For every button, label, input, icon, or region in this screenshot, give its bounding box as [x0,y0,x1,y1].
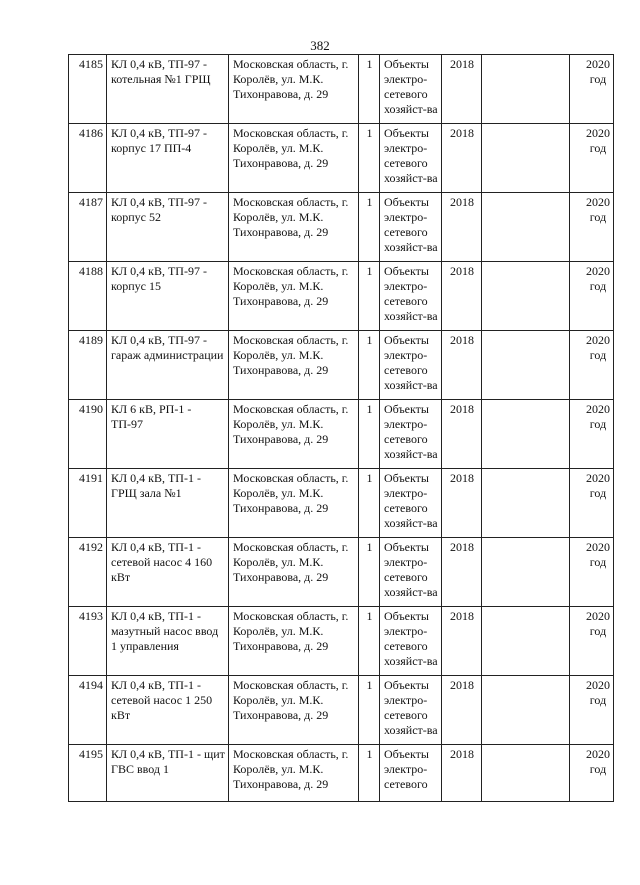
year-end-value: 2020 [586,471,610,485]
object-quantity: 1 [359,124,380,193]
object-name: КЛ 0,4 кВ, ТП-97 - корпус 17 ПП-4 [107,124,229,193]
object-type: Объекты электро-сетевого хозяйст-ва [380,124,442,193]
year-end [570,469,614,538]
year-start: 2018 [442,676,482,745]
object-address: Московская область, г. Королёв, ул. М.К. Тихонравова, д. 29 [229,262,359,331]
table-row [69,193,614,262]
empty-cell [482,538,570,607]
year-end-word: год [589,555,607,569]
object-name: КЛ 0,4 кВ, ТП-97 - гараж администрации [107,331,229,400]
object-quantity: 1 [359,400,380,469]
empty-cell [482,400,570,469]
object-type: Объекты электро-сетевого хозяйст-ва [380,676,442,745]
object-quantity: 1 [359,262,380,331]
object-address: Московская область, г. Королёв, ул. М.К. Тихонравова, д. 29 [229,193,359,262]
row-number: 4185 [69,55,107,124]
object-type: Объекты электро-сетевого хозяйст-ва [380,193,442,262]
object-address: Московская область, г. Королёв, ул. М.К. Тихонравова, д. 29 [229,745,359,802]
row-number: 4191 [69,469,107,538]
object-name: КЛ 0,4 кВ, ТП-1 - сетевой насос 4 160 кВт [107,538,229,607]
object-address: Московская область, г. Королёв, ул. М.К. Тихонравова, д. 29 [229,538,359,607]
row-number: 4194 [69,676,107,745]
object-name: КЛ 6 кВ, РП-1 - ТП-97 [107,400,229,469]
object-quantity: 1 [359,55,380,124]
object-quantity: 1 [359,331,380,400]
row-number: 4193 [69,607,107,676]
object-type: Объекты электро-сетевого хозяйст-ва [380,262,442,331]
row-number: 4195 [69,745,107,802]
empty-cell [482,469,570,538]
table-row [69,538,614,607]
year-start: 2018 [442,124,482,193]
year-end-word: год [589,210,607,224]
object-address: Московская область, г. Королёв, ул. М.К. Тихонравова, д. 29 [229,469,359,538]
table-row [69,55,614,124]
object-address: Московская область, г. Королёв, ул. М.К. Тихонравова, д. 29 [229,124,359,193]
year-end-word: год [589,693,607,707]
year-start: 2018 [442,262,482,331]
object-name: КЛ 0,4 кВ, ТП-97 - корпус 15 [107,262,229,331]
object-address: Московская область, г. Королёв, ул. М.К. Тихонравова, д. 29 [229,676,359,745]
year-start: 2018 [442,55,482,124]
table-row [69,607,614,676]
year-end-word: год [589,624,607,638]
year-start: 2018 [442,538,482,607]
empty-cell [482,55,570,124]
row-number: 4188 [69,262,107,331]
year-start: 2018 [442,193,482,262]
row-number: 4186 [69,124,107,193]
year-start: 2018 [442,331,482,400]
year-end-word: год [589,279,607,293]
object-quantity: 1 [359,193,380,262]
object-type: Объекты электро-сетевого хозяйст-ва [380,331,442,400]
year-end-value: 2020 [586,678,610,692]
object-type: Объекты электро-сетевого хозяйст-ва [380,400,442,469]
year-start: 2018 [442,607,482,676]
year-end [570,124,614,193]
object-type: Объекты электро-сетевого хозяйст-ва [380,607,442,676]
year-end-value: 2020 [586,57,610,71]
year-end [570,193,614,262]
object-name: КЛ 0,4 кВ, ТП-97 - корпус 52 [107,193,229,262]
empty-cell [482,193,570,262]
registry-body [69,55,614,802]
year-end-word: год [589,141,607,155]
object-type: Объекты электро-сетевого хозяйст-ва [380,469,442,538]
empty-cell [482,262,570,331]
registry-table [68,54,614,802]
year-start: 2018 [442,745,482,802]
year-end-value: 2020 [586,402,610,416]
year-end-word: год [589,762,607,776]
object-quantity: 1 [359,469,380,538]
empty-cell [482,331,570,400]
table-row [69,676,614,745]
object-name: КЛ 0,4 кВ, ТП-97 - котельная №1 ГРЩ [107,55,229,124]
table-row [69,469,614,538]
year-end-word: год [589,417,607,431]
row-number: 4190 [69,400,107,469]
year-end-value: 2020 [586,609,610,623]
empty-cell [482,745,570,802]
table-row [69,745,614,802]
year-end [570,538,614,607]
year-end-value: 2020 [586,540,610,554]
table-row [69,331,614,400]
year-end [570,400,614,469]
year-end-value: 2020 [586,333,610,347]
object-type: Объекты электро-сетевого [380,745,442,802]
table-row [69,262,614,331]
object-address: Московская область, г. Королёв, ул. М.К. Тихонравова, д. 29 [229,55,359,124]
object-name: КЛ 0,4 кВ, ТП-1 - мазутный насос ввод 1 управления [107,607,229,676]
row-number: 4189 [69,331,107,400]
year-end [570,745,614,802]
object-name: КЛ 0,4 кВ, ТП-1 - щит ГВС ввод 1 [107,745,229,802]
year-end [570,331,614,400]
object-quantity: 1 [359,745,380,802]
row-number: 4187 [69,193,107,262]
object-quantity: 1 [359,676,380,745]
year-start: 2018 [442,469,482,538]
object-name: КЛ 0,4 кВ, ТП-1 - ГРЩ зала №1 [107,469,229,538]
year-end [570,55,614,124]
year-end-word: год [589,72,607,86]
table-row [69,400,614,469]
year-start: 2018 [442,400,482,469]
empty-cell [482,607,570,676]
object-quantity: 1 [359,607,380,676]
year-end-value: 2020 [586,195,610,209]
table-row [69,124,614,193]
object-name: КЛ 0,4 кВ, ТП-1 - сетевой насос 1 250 кВт [107,676,229,745]
year-end-word: год [589,348,607,362]
page-number: 382 [310,38,330,53]
year-end [570,676,614,745]
year-end-word: год [589,486,607,500]
year-end [570,262,614,331]
year-end-value: 2020 [586,264,610,278]
object-address: Московская область, г. Королёв, ул. М.К. Тихонравова, д. 29 [229,607,359,676]
object-type: Объекты электро-сетевого хозяйст-ва [380,55,442,124]
year-end-value: 2020 [586,126,610,140]
object-address: Московская область, г. Королёв, ул. М.К. Тихонравова, д. 29 [229,400,359,469]
year-end-value: 2020 [586,747,610,761]
object-address: Московская область, г. Королёв, ул. М.К. Тихонравова, д. 29 [229,331,359,400]
empty-cell [482,676,570,745]
object-quantity: 1 [359,538,380,607]
row-number: 4192 [69,538,107,607]
year-end [570,607,614,676]
object-type: Объекты электро-сетевого хозяйст-ва [380,538,442,607]
empty-cell [482,124,570,193]
